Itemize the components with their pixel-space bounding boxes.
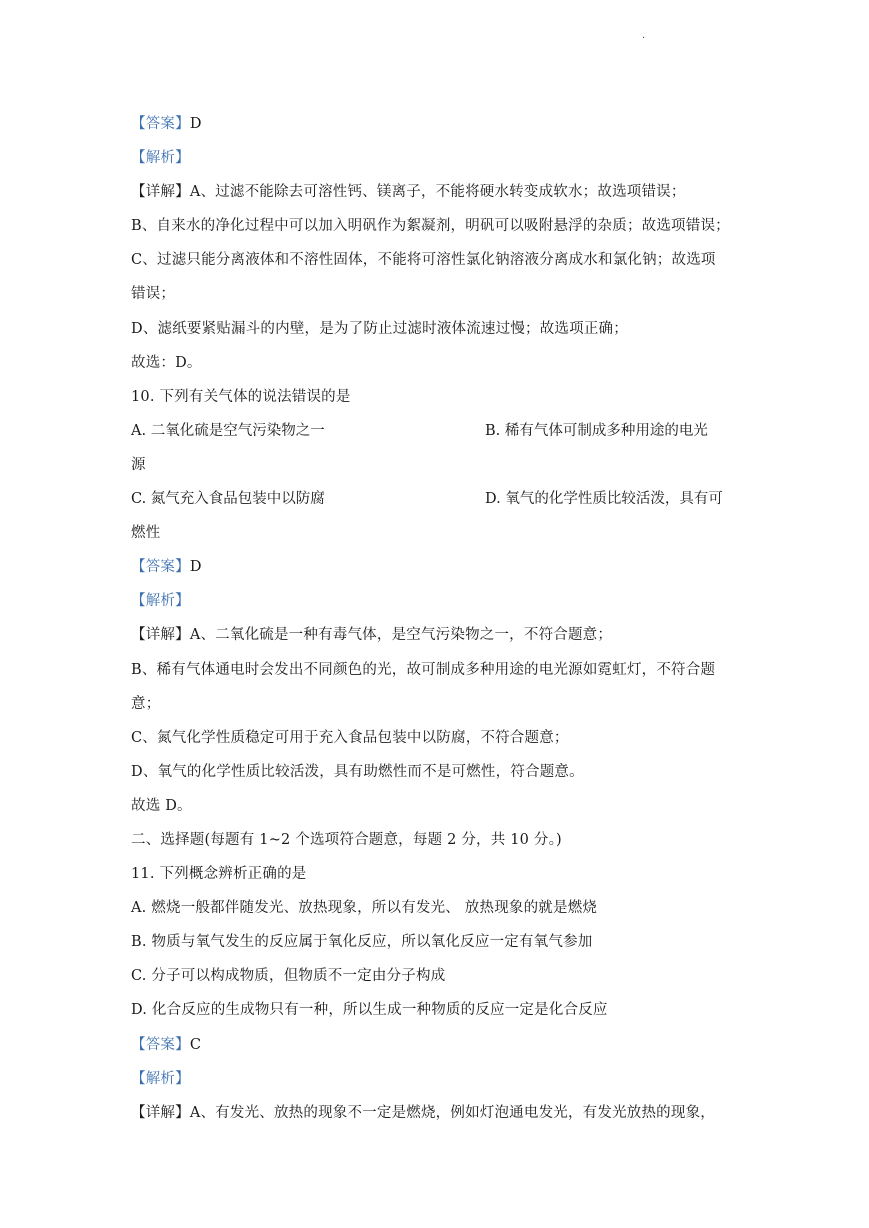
q11-option-d: D. 化合反应的生成物只有一种，所以生成一种物质的反应一定是化合反应 xyxy=(131,1002,608,1019)
document-body xyxy=(131,107,741,1130)
detail-line-b: B、自来水的净化过程中可以加入明矾作为絮凝剂，明矾可以吸附悬浮的杂质；故选项错误； xyxy=(131,218,730,235)
answer-line xyxy=(131,107,741,141)
detail-line-d: D、滤纸要紧贴漏斗的内壁，是为了防止过滤时液体流速过慢；故选项正确； xyxy=(131,320,628,337)
detail-line-c-2: 错误； xyxy=(131,286,176,303)
q10-detail-line-c: C、氮气化学性质稳定可用于充入食品包装中以防腐，不符合题意； xyxy=(131,729,569,746)
q10-answer-line xyxy=(131,550,741,584)
q10-option-b-continued: 源 xyxy=(131,456,146,473)
q10-detail-text-a: A、二氧化硫是一种有毒气体，是空气污染物之一，不符合题意； xyxy=(189,627,613,644)
q11-detail-tag: 【详解】 xyxy=(131,1104,190,1121)
question-10: 10. 下列有关气体的说法错误的是 xyxy=(131,388,351,405)
q10-option-b: B. 稀有气体可制成多种用途的电光 xyxy=(485,422,708,439)
q11-analysis-heading xyxy=(131,1062,741,1096)
q10-option-d-continued: 燃性 xyxy=(131,525,161,542)
q10-answer-value: D xyxy=(189,559,202,576)
q11-option-b: B. 物质与氧气发生的反应属于氧化反应，所以氧化反应一定有氧气参加 xyxy=(131,934,593,951)
answer-tag: 【答案】 xyxy=(131,116,190,132)
detail-text-a: A、过滤不能除去可溶性钙、镁离子，不能将硬水转变成软水；故选项错误； xyxy=(189,184,686,201)
q10-choice-line: 故选 D。 xyxy=(131,797,192,814)
q11-option-a: A. 燃烧一般都伴随发光、放热现象，所以有发光、 放热现象的就是燃烧 xyxy=(131,900,598,917)
answer-value: D xyxy=(189,116,202,132)
q11-answer-line xyxy=(131,1028,741,1062)
q10-analysis-tag: 【解析】 xyxy=(131,593,190,610)
q11-analysis-tag: 【解析】 xyxy=(131,1070,190,1087)
detail-line-c-1: C、过滤只能分离液体和不溶性固体，不能将可溶性氯化钠溶液分离成水和氯化钠；故选项 xyxy=(131,252,716,269)
choice-line: 故选：D。 xyxy=(131,354,202,371)
q10-options-row-2 xyxy=(131,482,741,516)
analysis-heading xyxy=(131,141,741,175)
q10-detail-tag: 【详解】 xyxy=(131,627,190,644)
q10-detail-line-a xyxy=(131,618,741,652)
page-top-mark: . xyxy=(642,30,646,41)
q10-analysis-heading xyxy=(131,584,741,618)
q10-options-row-1 xyxy=(131,414,741,448)
section-2-heading: 二、选择题(每题有 1~2 个选项符合题意，每题 2 分，共 10 分。) xyxy=(131,831,562,848)
q10-option-c: C. 氮气充入食品包装中以防腐 xyxy=(131,491,325,508)
q11-answer-value: C xyxy=(189,1036,202,1053)
question-11: 11. 下列概念辨析正确的是 xyxy=(131,866,307,883)
q10-detail-line-d: D、氧气的化学性质比较活泼，具有助燃性而不是可燃性，符合题意。 xyxy=(131,763,584,780)
q11-answer-tag: 【答案】 xyxy=(131,1036,190,1053)
analysis-tag: 【解析】 xyxy=(131,150,190,167)
q10-answer-tag: 【答案】 xyxy=(131,559,190,576)
q10-detail-line-b-2: 意； xyxy=(131,695,161,712)
q11-option-c: C. 分子可以构成物质，但物质不一定由分子构成 xyxy=(131,968,446,985)
detail-line-a xyxy=(131,175,741,209)
detail-tag: 【详解】 xyxy=(131,184,190,201)
q10-option-a: A. 二氧化硫是空气污染物之一 xyxy=(131,422,325,439)
q10-detail-line-b-1: B、稀有气体通电时会发出不同颜色的光，故可制成多种用途的电光源如霓虹灯，不符合题 xyxy=(131,661,716,678)
q11-detail-text-a: A、有发光、放热的现象不一定是燃烧，例如灯泡通电发光，有发光放热的现象， xyxy=(189,1104,715,1121)
q10-option-d: D. 氧气的化学性质比较活泼，具有可 xyxy=(485,491,723,508)
q11-detail-line-a xyxy=(131,1096,741,1130)
